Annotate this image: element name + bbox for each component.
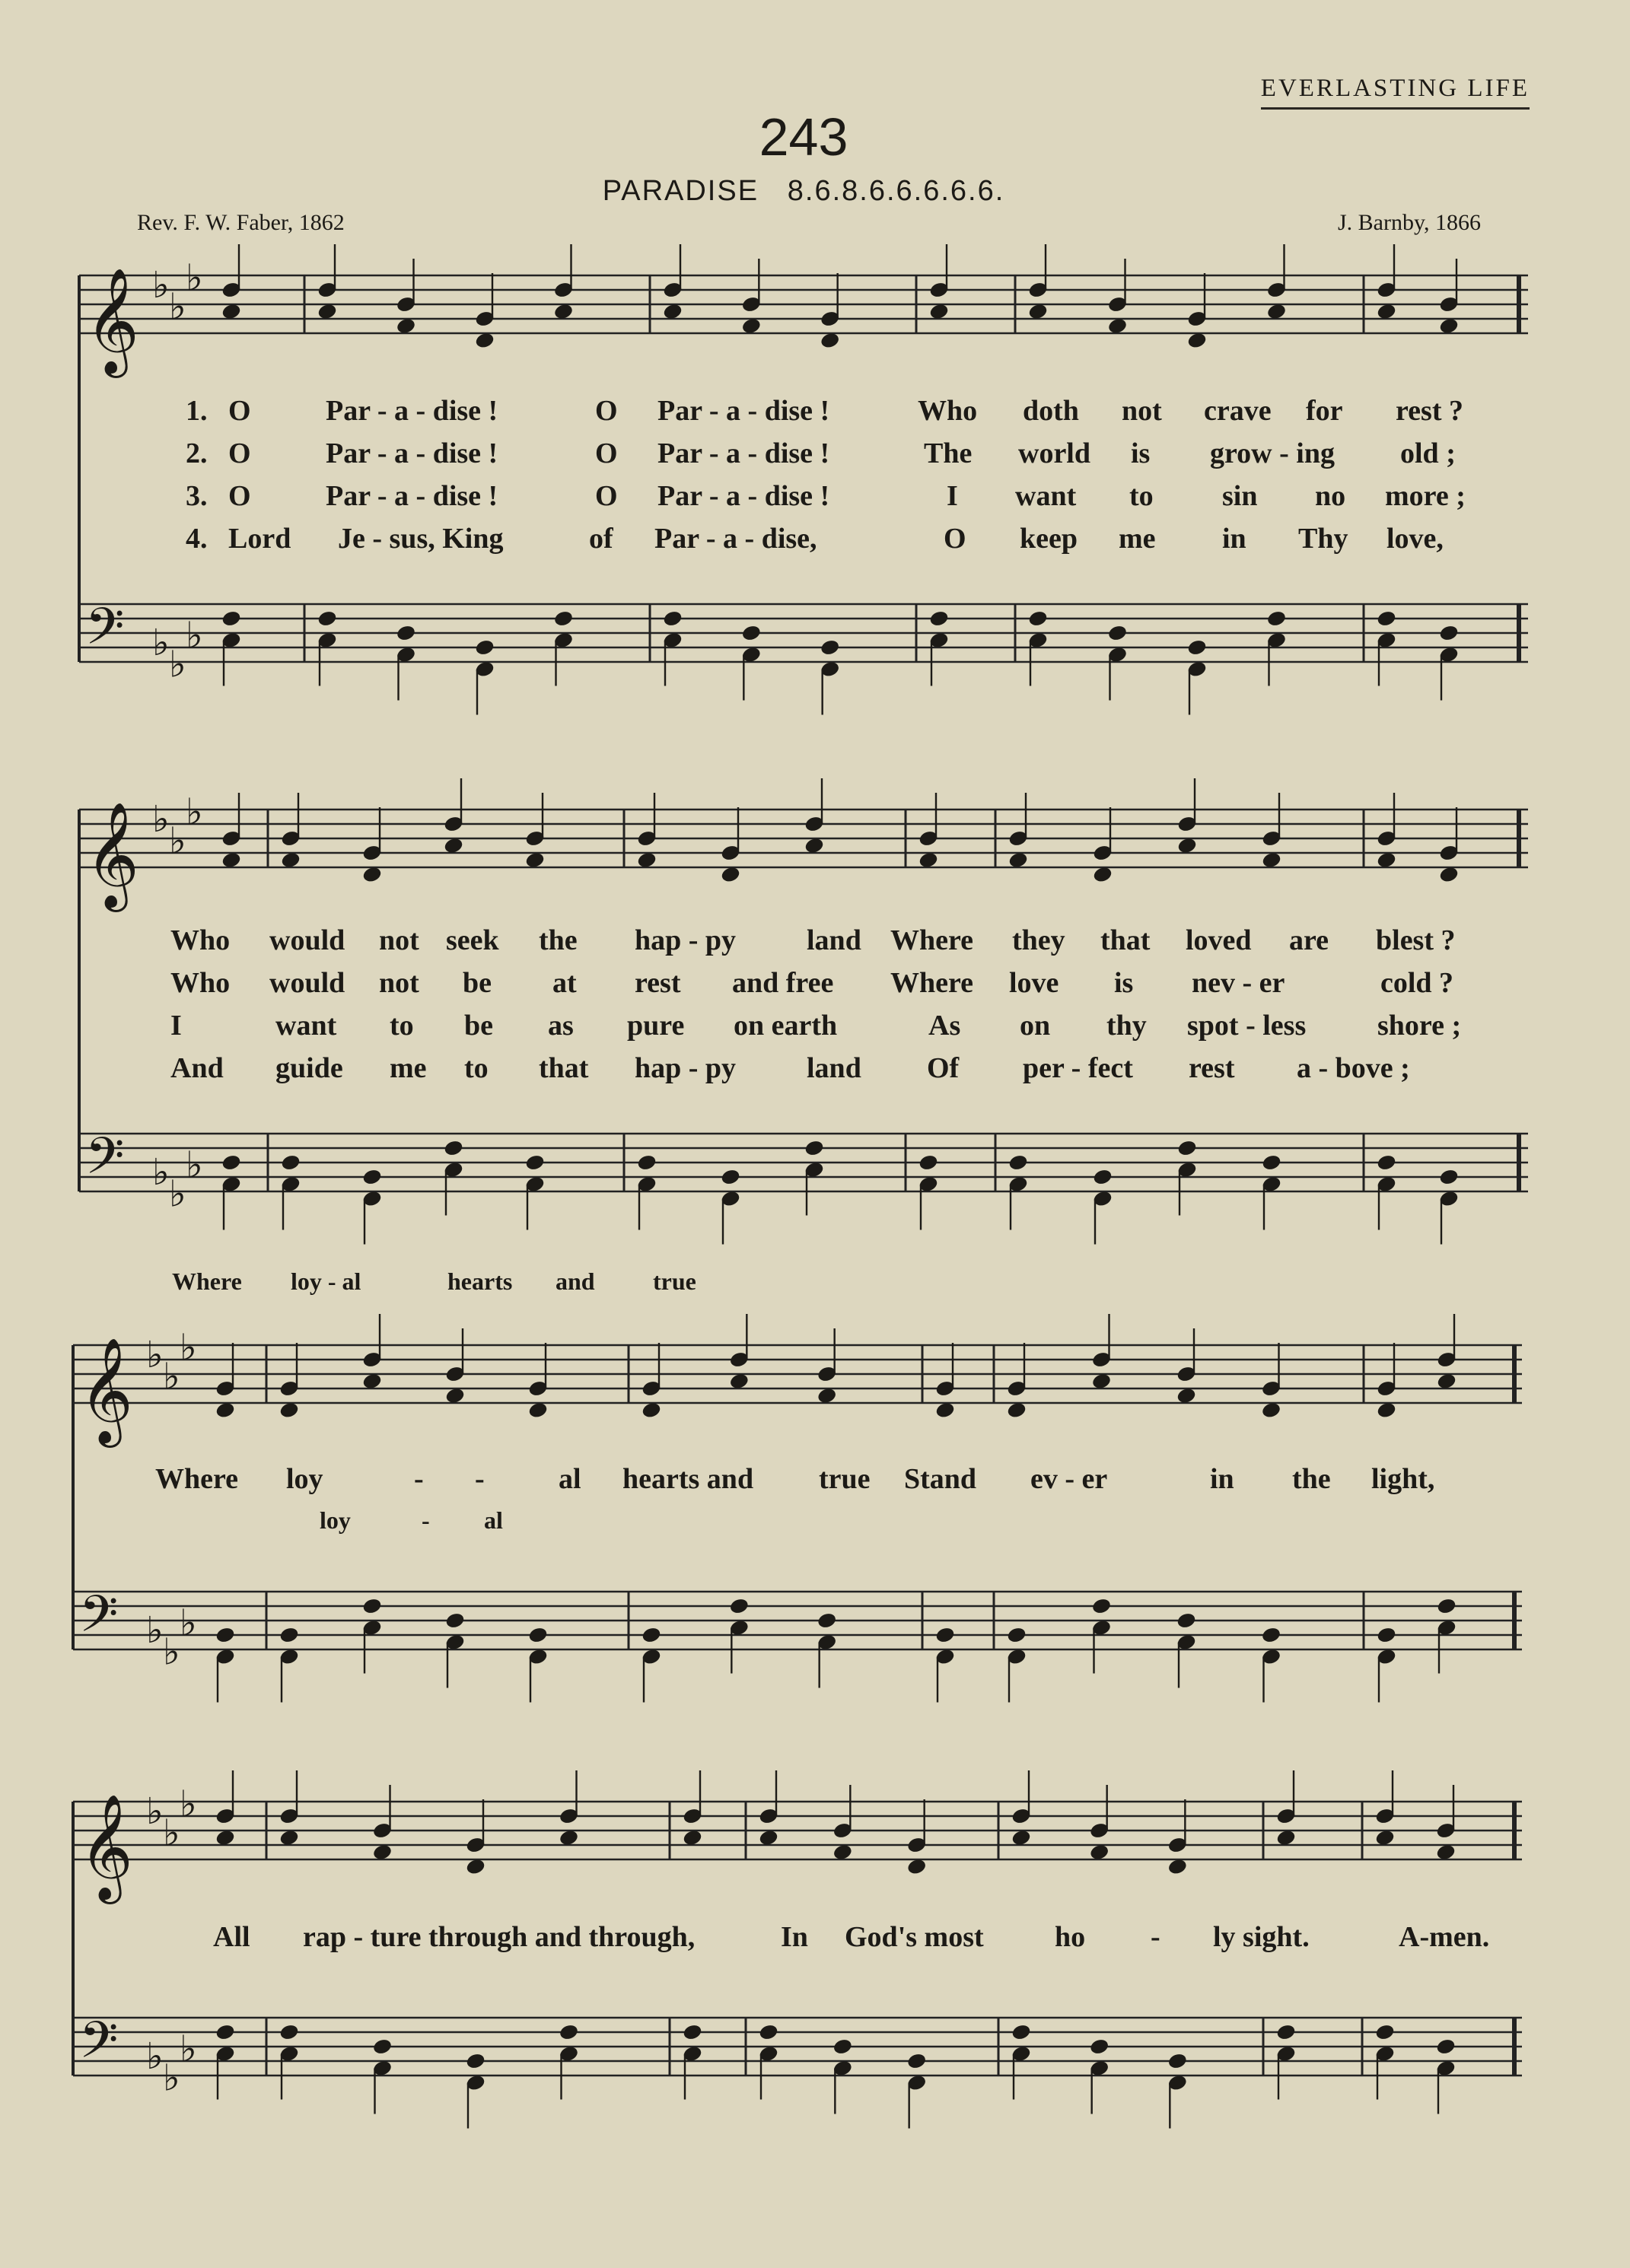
note-head: [362, 866, 382, 883]
note-head: [221, 851, 241, 869]
lyric-word: A-men.: [1399, 1921, 1490, 1953]
lyric-word: Par - a - dise,: [654, 523, 817, 555]
lyric-word: be: [464, 1010, 493, 1042]
note-head: [281, 851, 301, 869]
lyric-word: and free: [732, 967, 834, 999]
lyric-word: the: [1292, 1463, 1331, 1495]
note-head: [1377, 303, 1396, 320]
note-head: [1177, 1140, 1197, 1157]
note-head: [1107, 625, 1127, 642]
lyric-word: Where: [890, 924, 974, 956]
lyric-word: that: [1100, 924, 1151, 956]
note-head: [1091, 1373, 1111, 1390]
note-head: [663, 303, 683, 320]
note-head: [1266, 303, 1286, 320]
lyric-word: Who: [170, 967, 231, 999]
note-head: [1436, 1843, 1456, 1861]
flat-icon: ♭: [163, 1355, 180, 1398]
note-head: [221, 1154, 241, 1172]
lyric-word: spot - less: [1187, 1010, 1307, 1042]
system4-line: [0, 1920, 1630, 1958]
treble-clef-icon: 𝄞: [85, 802, 139, 908]
note-head: [1176, 1387, 1196, 1404]
note-head: [279, 1627, 299, 1644]
lyric-word: blest ?: [1376, 924, 1456, 956]
note-head: [1187, 639, 1207, 657]
note-head: [918, 851, 938, 869]
lyric-word: In: [781, 1921, 808, 1953]
lyric-word: to: [464, 1052, 489, 1084]
note-head: [1011, 2024, 1031, 2041]
lyric-word: true: [819, 1463, 871, 1495]
lyric-word: me: [1119, 523, 1156, 555]
note-head: [396, 625, 415, 642]
treble-clef-icon: 𝄞: [85, 268, 139, 374]
note-head: [317, 303, 337, 320]
lyric-word: light,: [1371, 1463, 1435, 1495]
note-head: [817, 1387, 837, 1404]
lyric-word: Thy: [1298, 523, 1348, 555]
lyric-word: nev - er: [1192, 967, 1285, 999]
lyric-word: rap - ture through and through,: [303, 1921, 696, 1953]
system1-verse4: [0, 522, 1630, 560]
lyric-word: on earth: [734, 1010, 838, 1042]
lyric-word: Where: [890, 967, 974, 999]
lyric-word: in: [1210, 1463, 1234, 1495]
flat-icon: ♭: [152, 798, 170, 841]
note-head: [475, 332, 495, 349]
system3-alto-line: [0, 1268, 1630, 1306]
note-head: [445, 1387, 465, 1404]
verse-number: 4.: [186, 523, 208, 555]
note-head: [559, 2024, 578, 2041]
note-head: [372, 1843, 392, 1861]
lyric-word: are: [1289, 924, 1329, 956]
lyric-word: seek: [446, 924, 499, 956]
note-head: [1439, 317, 1459, 335]
treble-clef-icon: 𝄞: [79, 1794, 133, 1900]
note-head: [1437, 1373, 1456, 1390]
note-head: [1090, 2038, 1109, 2056]
flat-icon: ♭: [169, 285, 186, 329]
note-head: [445, 1612, 465, 1630]
note-head: [741, 317, 761, 335]
note-head: [1107, 317, 1127, 335]
lyric-word: shore ;: [1377, 1010, 1462, 1042]
note-head: [466, 2053, 485, 2070]
flat-icon: ♭: [186, 790, 203, 834]
note-head: [907, 1858, 927, 1875]
lyric-word: Je - sus, King: [338, 523, 504, 555]
note-head: [935, 1401, 955, 1419]
lyric-word: true: [653, 1268, 696, 1295]
lyric-word: be: [463, 967, 492, 999]
note-head: [1436, 2038, 1456, 2056]
flat-icon: ♭: [146, 2035, 164, 2078]
flat-icon: ♭: [169, 819, 186, 863]
lyric-word: per - fect: [1023, 1052, 1133, 1084]
note-head: [729, 1373, 749, 1390]
note-head: [1266, 610, 1286, 628]
note-head: [1176, 1612, 1196, 1630]
system2-verse1: [0, 924, 1630, 962]
note-head: [907, 2053, 927, 2070]
lyric-word: I: [947, 480, 958, 512]
lyric-word: crave: [1204, 395, 1272, 427]
flat-icon: ♭: [146, 1334, 164, 1376]
note-head: [637, 851, 657, 869]
lyric-word: God's most: [845, 1921, 984, 1953]
lyric-word: in: [1222, 523, 1246, 555]
note-head: [1377, 1154, 1396, 1172]
note-head: [444, 837, 463, 854]
lyric-word: Who: [918, 395, 978, 427]
flat-icon: ♭: [169, 643, 186, 686]
lyric-word: loved: [1186, 924, 1252, 956]
note-head: [1028, 303, 1048, 320]
lyric-word: a - bove ;: [1297, 1052, 1410, 1084]
note-head: [1011, 1829, 1031, 1847]
flat-icon: ♭: [169, 1172, 186, 1216]
lyric-word: -: [414, 1463, 424, 1495]
lyric-word: doth: [1023, 395, 1079, 427]
note-head: [935, 1627, 955, 1644]
lyric-word: the: [539, 924, 578, 956]
lyric-word: -: [1151, 1921, 1160, 1953]
flat-icon: ♭: [163, 2056, 180, 2100]
lyric-word: to: [1129, 480, 1154, 512]
lyric-word: hap - py: [635, 1052, 737, 1084]
note-head: [1093, 866, 1113, 883]
note-head: [362, 1598, 382, 1615]
lyric-word: Par - a - dise !: [657, 437, 830, 469]
lyric-word: The: [924, 437, 973, 469]
note-head: [820, 332, 840, 349]
note-head: [683, 2024, 702, 2041]
flat-icon: ♭: [186, 614, 203, 657]
system1-verse1: [0, 394, 1630, 432]
lyric-word: on: [1020, 1010, 1051, 1042]
note-head: [1377, 610, 1396, 628]
lyric-word: want: [275, 1010, 337, 1042]
bass-clef-icon: 𝄢: [85, 1127, 125, 1198]
note-head: [215, 2024, 235, 2041]
lyric-word: al: [484, 1506, 503, 1534]
note-head: [528, 1627, 548, 1644]
flat-icon: ♭: [152, 1151, 170, 1194]
lyric-word: is: [1131, 437, 1151, 469]
lyric-word: I: [170, 1010, 182, 1042]
lyric-word: not: [1122, 395, 1162, 427]
lyric-word: Lord: [228, 523, 291, 555]
note-head: [1028, 610, 1048, 628]
note-head: [1177, 837, 1197, 854]
lyric-word: ev - er: [1030, 1463, 1108, 1495]
lyric-word: rest ?: [1396, 395, 1463, 427]
lyric-word: As: [928, 1010, 961, 1042]
note-head: [279, 1829, 299, 1847]
lyric-word: of: [589, 523, 613, 555]
lyric-word: hap - py: [635, 924, 737, 956]
lyric-word: hearts and: [622, 1463, 754, 1495]
note-head: [929, 610, 949, 628]
lyric-word: land: [807, 1052, 861, 1084]
lyric-word: Where: [155, 1463, 239, 1495]
note-head: [221, 303, 241, 320]
note-head: [1439, 625, 1459, 642]
note-head: [281, 1154, 301, 1172]
lyric-word: -: [475, 1463, 485, 1495]
lyric-word: Where: [172, 1268, 242, 1295]
note-head: [215, 1627, 235, 1644]
lyric-word: Who: [170, 924, 231, 956]
lyric-word: O: [944, 523, 966, 555]
note-head: [918, 1154, 938, 1172]
flat-icon: ♭: [180, 1326, 197, 1369]
lyric-word: rest: [1189, 1052, 1235, 1084]
lyric-word: O: [595, 395, 618, 427]
flat-icon: ♭: [146, 1790, 164, 1833]
flat-icon: ♭: [152, 622, 170, 664]
note-head: [1091, 1598, 1111, 1615]
note-head: [804, 837, 824, 854]
lyric-word: more ;: [1385, 480, 1466, 512]
note-head: [833, 2038, 852, 2056]
note-head: [817, 1612, 837, 1630]
note-head: [317, 610, 337, 628]
lyric-word: thy: [1106, 1010, 1147, 1042]
lyric-word: -: [422, 1506, 430, 1534]
lyric-word: is: [1114, 967, 1134, 999]
note-head: [279, 2024, 299, 2041]
tune-meter: 8.6.8.6.6.6.6.6.: [787, 175, 1005, 207]
note-head: [1375, 2024, 1395, 2041]
lyric-word: land: [807, 924, 861, 956]
lyric-word: love,: [1386, 523, 1444, 555]
lyric-word: ho: [1055, 1921, 1086, 1953]
note-head: [1262, 851, 1281, 869]
lyric-word: at: [552, 967, 577, 999]
bass-clef-icon: 𝄢: [79, 1585, 119, 1656]
lyric-word: All: [213, 1921, 250, 1953]
note-head: [215, 1401, 235, 1419]
note-head: [683, 1829, 702, 1847]
note-head: [1007, 1401, 1027, 1419]
lyric-word: keep: [1020, 523, 1078, 555]
note-head: [1261, 1627, 1281, 1644]
note-head: [759, 2024, 778, 2041]
lyric-word: would: [269, 967, 345, 999]
lyric-word: for: [1306, 395, 1343, 427]
flat-icon: ♭: [146, 1609, 164, 1652]
flat-icon: ♭: [163, 1812, 180, 1855]
verse-number: 2.: [186, 437, 208, 469]
lyric-word: old ;: [1400, 437, 1456, 469]
note-head: [1008, 1154, 1028, 1172]
lyric-word: would: [269, 924, 345, 956]
lyric-word: rest: [635, 967, 681, 999]
flat-icon: ♭: [152, 264, 170, 307]
lyric-word: Of: [927, 1052, 960, 1084]
note-head: [1276, 1829, 1296, 1847]
note-head: [804, 1140, 824, 1157]
bass-clef-icon: 𝄢: [85, 597, 125, 668]
lyric-word: sin: [1222, 480, 1258, 512]
note-head: [1007, 1627, 1027, 1644]
note-head: [525, 1154, 545, 1172]
composer-credit: J. Barnby, 1866: [1337, 210, 1481, 235]
note-head: [637, 1154, 657, 1172]
flat-icon: ♭: [186, 1144, 203, 1187]
note-head: [1377, 851, 1396, 869]
note-head: [1261, 1401, 1281, 1419]
note-head: [1375, 1829, 1395, 1847]
note-head: [820, 639, 840, 657]
flat-icon: ♭: [163, 1630, 180, 1674]
system1-verse2: [0, 437, 1630, 475]
note-head: [1187, 332, 1207, 349]
note-head: [759, 1829, 778, 1847]
note-head: [396, 317, 415, 335]
note-head: [929, 303, 949, 320]
lyric-word: world: [1018, 437, 1090, 469]
lyric-word: O: [595, 480, 618, 512]
note-head: [553, 303, 573, 320]
lyric-word: al: [559, 1463, 581, 1495]
note-head: [553, 610, 573, 628]
flat-icon: ♭: [186, 256, 203, 300]
lyric-word: want: [1015, 480, 1077, 512]
note-head: [641, 1627, 661, 1644]
note-head: [1093, 1169, 1113, 1186]
treble-clef-icon: 𝄞: [79, 1338, 133, 1443]
note-head: [215, 1829, 235, 1847]
lyric-word: cold ?: [1380, 967, 1454, 999]
note-head: [1439, 866, 1459, 883]
note-head: [1377, 1627, 1396, 1644]
note-head: [741, 625, 761, 642]
lyric-word: guide: [275, 1052, 343, 1084]
tune-name: PARADISE: [602, 175, 759, 207]
lyric-word: that: [539, 1052, 589, 1084]
lyric-word: Par - a - dise !: [326, 480, 498, 512]
lyric-word: they: [1012, 924, 1065, 956]
system2-verse2: [0, 966, 1630, 1004]
note-head: [1090, 1843, 1109, 1861]
lyric-word: O: [595, 437, 618, 469]
bass-clef-icon: 𝄢: [79, 2011, 119, 2082]
lyric-word: pure: [627, 1010, 685, 1042]
system3-main-line: [0, 1462, 1630, 1500]
note-head: [221, 610, 241, 628]
note-head: [1262, 1154, 1281, 1172]
note-head: [1008, 851, 1028, 869]
lyric-word: loy - al: [291, 1268, 361, 1295]
note-head: [641, 1401, 661, 1419]
lyric-word: Par - a - dise !: [326, 395, 498, 427]
note-head: [372, 2038, 392, 2056]
lyric-word: Stand: [904, 1463, 977, 1495]
section-title: EVERLASTING LIFE: [1261, 75, 1530, 110]
lyric-word: O: [228, 437, 251, 469]
note-head: [729, 1598, 749, 1615]
note-head: [525, 851, 545, 869]
note-head: [1439, 1169, 1459, 1186]
lyric-word: ly sight.: [1213, 1921, 1310, 1953]
flat-icon: ♭: [180, 1602, 197, 1645]
lyric-word: O: [228, 395, 251, 427]
system1-verse3: [0, 479, 1630, 517]
note-head: [362, 1169, 382, 1186]
note-head: [1276, 2024, 1296, 2041]
note-head: [1377, 1401, 1396, 1419]
lyric-word: O: [228, 480, 251, 512]
lyric-word: no: [1315, 480, 1346, 512]
note-head: [362, 1373, 382, 1390]
lyric-word: me: [390, 1052, 427, 1084]
note-head: [279, 1401, 299, 1419]
flat-icon: ♭: [180, 2028, 197, 2071]
lyric-word: And: [170, 1052, 224, 1084]
verse-number: 3.: [186, 480, 208, 512]
system3-tenor-line: [0, 1506, 1630, 1544]
lyric-word: loy: [320, 1506, 351, 1534]
verse-number: 1.: [186, 395, 208, 427]
system2-verse3: [0, 1009, 1630, 1047]
lyric-word: and: [556, 1268, 595, 1295]
lyric-word: love: [1009, 967, 1059, 999]
note-head: [475, 639, 495, 657]
note-head: [1167, 1858, 1187, 1875]
note-head: [528, 1401, 548, 1419]
lyric-word: loy: [286, 1463, 323, 1495]
note-head: [1437, 1598, 1456, 1615]
flat-icon: ♭: [180, 1783, 197, 1826]
lyric-word: to: [390, 1010, 414, 1042]
note-head: [721, 1169, 740, 1186]
system2-verse4: [0, 1051, 1630, 1089]
lyric-word: Par - a - dise !: [657, 395, 830, 427]
lyric-word: grow - ing: [1210, 437, 1335, 469]
note-head: [444, 1140, 463, 1157]
note-head: [1167, 2053, 1187, 2070]
hymn-number: 243: [759, 107, 848, 167]
lyric-word: not: [379, 967, 419, 999]
lyric-word: hearts: [447, 1268, 513, 1295]
note-head: [833, 1843, 852, 1861]
author-credit: Rev. F. W. Faber, 1862: [137, 210, 345, 235]
lyric-word: Par - a - dise !: [657, 480, 830, 512]
note-head: [559, 1829, 578, 1847]
lyric-word: as: [548, 1010, 574, 1042]
note-head: [721, 866, 740, 883]
note-head: [466, 1858, 485, 1875]
note-head: [663, 610, 683, 628]
lyric-word: Par - a - dise !: [326, 437, 498, 469]
lyric-word: not: [379, 924, 419, 956]
